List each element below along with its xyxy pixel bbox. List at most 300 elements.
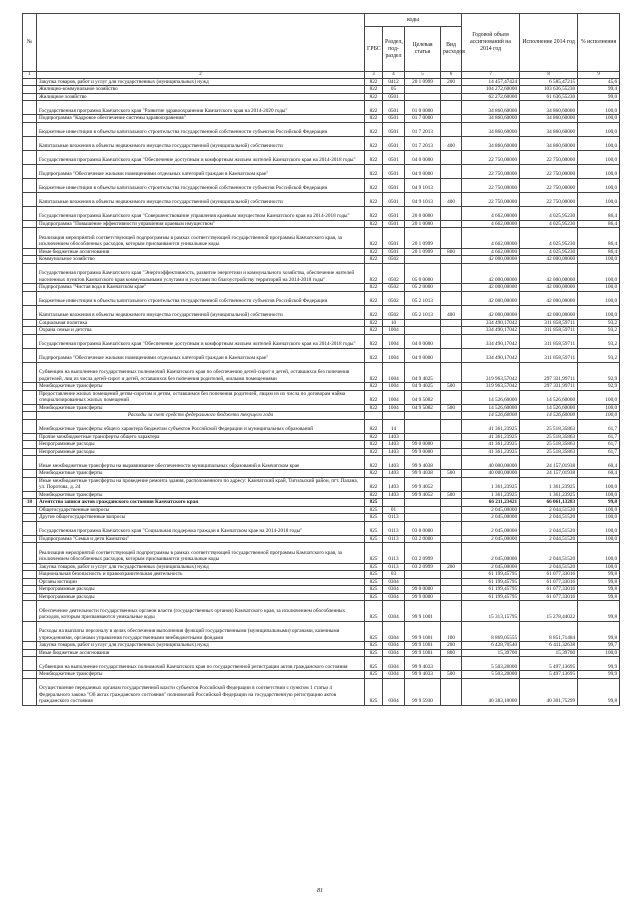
row-number-cell <box>23 319 37 327</box>
row-percent-cell: 100,0 <box>578 101 620 115</box>
row-percent-cell: 99,0 <box>578 93 620 101</box>
row-percent-cell: 99,9 <box>578 657 620 671</box>
header-section: Раздел, под-раздел <box>383 27 405 72</box>
row-target-article-cell <box>405 506 441 514</box>
row-number-cell <box>23 248 37 256</box>
row-name-cell: Непрограммные расходы <box>37 448 365 456</box>
row-grbs-cell: 825 <box>365 601 383 622</box>
table-row <box>23 164 620 178</box>
row-expense-type-cell <box>441 164 462 178</box>
row-name-cell: Государственная программа Камчатского края "Обеспечение доступным и комфортным жильем жителей Камчатского края на 2014-2018 годы" <box>37 334 365 348</box>
row-target-article-cell: 20 1 0999 <box>405 78 441 86</box>
row-section-cell: 1403 <box>383 491 405 499</box>
row-number-cell <box>23 506 37 514</box>
row-grbs-cell: 822 <box>365 404 383 412</box>
row-grbs-cell: 825 <box>365 671 383 679</box>
row-execution-cell: 2 044,51520 <box>520 521 578 535</box>
row-grbs-cell: 825 <box>365 657 383 671</box>
table-row <box>23 563 620 571</box>
row-annual-volume-cell: 61 199,45795 <box>462 593 520 601</box>
row-annual-volume-cell: 334 490,17042 <box>462 319 520 327</box>
row-grbs-cell: 822 <box>365 86 383 94</box>
row-section-cell: 0502 <box>383 291 405 305</box>
row-percent-cell: 100,0 <box>578 404 620 412</box>
table-row <box>23 499 620 507</box>
column-number: 6 <box>441 72 462 79</box>
table-row <box>23 291 620 305</box>
row-number-cell <box>23 136 37 150</box>
row-section-cell: 0502 <box>383 263 405 284</box>
row-expense-type-cell: 800 <box>441 649 462 657</box>
row-name-cell: Реализация мероприятий соответствующей подпрограммы в рамках соответствующей государственной программы Камчатского края, за исключением обособленных расходов, которым присваиваются уникальные коды <box>37 543 365 564</box>
row-annual-volume-cell: 61 199,45795 <box>462 571 520 579</box>
row-name-cell: Осуществление переданных органам государственной власти субъектов Российской Федерации в соответствии с пунктом 1 статьи 4 Федерального закона "Об актах гражданского состояния" полномочий Российской Федерации на государственную регистрацию актов гражданского состояния <box>37 678 365 705</box>
row-target-article-cell: 05 2 0000 <box>405 284 441 292</box>
row-percent-cell: 99,8 <box>578 678 620 705</box>
row-name-cell: Межбюджетные трансферты <box>37 491 365 499</box>
row-expense-type-cell <box>441 319 462 327</box>
row-expense-type-cell: 500 <box>441 383 462 391</box>
table-row <box>23 220 620 228</box>
row-expense-type-cell <box>441 256 462 264</box>
row-number-cell <box>23 256 37 264</box>
row-expense-type-cell <box>441 601 462 622</box>
row-number-cell <box>23 491 37 499</box>
row-grbs-cell: 825 <box>365 593 383 601</box>
row-section-cell: 0501 <box>383 178 405 192</box>
row-name-cell: Жилищное хозяйство <box>37 93 365 101</box>
row-target-article-cell: 99 9 4038 <box>405 470 441 478</box>
row-section-cell: 0501 <box>383 122 405 136</box>
row-name-cell: Государственная программа Камчатского края "Совершенствование управления краевым имуществом Камчатского края на 2014-2018 годы" <box>37 206 365 220</box>
row-percent-cell: 60,4 <box>578 470 620 478</box>
row-grbs-cell: 822 <box>365 456 383 470</box>
column-number: 2 <box>37 72 365 79</box>
row-percent-cell: 99,8 <box>578 571 620 579</box>
table-row <box>23 136 620 150</box>
row-annual-volume-cell: 15 313,15795 <box>462 601 520 622</box>
row-percent-cell: 100,0 <box>578 115 620 123</box>
row-percent-cell: 100,0 <box>578 164 620 178</box>
table-row <box>23 263 620 284</box>
row-target-article-cell: 03 2 0999 <box>405 543 441 564</box>
row-section-cell: 1004 <box>383 362 405 383</box>
row-annual-volume-cell: 40 000,00000 <box>462 470 520 478</box>
table-row <box>23 206 620 220</box>
row-section-cell: 0502 <box>383 284 405 292</box>
table-row <box>23 521 620 535</box>
row-grbs-cell: 825 <box>365 649 383 657</box>
table-row <box>23 491 620 499</box>
row-grbs-cell: 822 <box>365 206 383 220</box>
row-percent-cell: 99,4 <box>578 86 620 94</box>
column-number: 7 <box>462 72 520 79</box>
row-execution-cell: 311 858,59711 <box>520 319 578 327</box>
row-name-cell: Капитальные вложения в объекты недвижимого имущества государственной (муниципальной) собственности <box>37 136 365 150</box>
row-section-cell: 1004 <box>383 327 405 335</box>
table-row <box>23 101 620 115</box>
table-row <box>23 404 620 412</box>
row-percent-cell: 100,0 <box>578 136 620 150</box>
row-grbs-cell: 822 <box>365 101 383 115</box>
row-number-cell <box>23 327 37 335</box>
table-row <box>23 448 620 456</box>
row-expense-type-cell <box>441 477 462 491</box>
row-percent-cell: 61,7 <box>578 419 620 433</box>
row-percent-cell: 100,0 <box>578 291 620 305</box>
row-expense-type-cell <box>441 115 462 123</box>
row-target-article-cell: 99 9 1001 <box>405 642 441 650</box>
row-target-article-cell: 04 9 4025 <box>405 362 441 383</box>
row-name-cell: Закупка товаров, работ и услуг для государственных (муниципальных) нужд <box>37 78 365 86</box>
row-percent-cell: 100,0 <box>578 192 620 206</box>
header-codes: коды <box>365 14 462 27</box>
row-grbs-cell: 825 <box>365 506 383 514</box>
row-section-cell: 0501 <box>383 206 405 220</box>
table-row <box>23 334 620 348</box>
row-name-cell: Межбюджетные трансферты <box>37 671 365 679</box>
row-grbs-cell: 822 <box>365 256 383 264</box>
row-target-article-cell <box>405 578 441 586</box>
header-target-article: Целевая статья <box>405 27 441 72</box>
row-name-cell: Подпрограмма "Обеспечение жилыми помещениями отдельных категорий граждан в Камчатском крае" <box>37 348 365 362</box>
row-percent-cell: 92,9 <box>578 383 620 391</box>
row-name-cell: Межбюджетные трансферты <box>37 470 365 478</box>
row-section-cell: 0304 <box>383 621 405 642</box>
row-section-cell: 0113 <box>383 543 405 564</box>
row-name-cell: Бюджетные инвестиции в объекты капитального строительства государственной собственности субъектов Российской Федерации <box>37 122 365 136</box>
row-section-cell: 0304 <box>383 649 405 657</box>
row-execution-cell: 311 858,59711 <box>520 327 578 335</box>
row-section-cell: 0501 <box>383 136 405 150</box>
row-section-cell <box>383 412 405 420</box>
row-section-cell: 0501 <box>383 248 405 256</box>
row-section-cell: 0113 <box>383 535 405 543</box>
row-annual-volume-cell: 14 457,47424 <box>462 78 520 86</box>
row-number-cell <box>23 362 37 383</box>
row-percent-cell: 100,0 <box>578 284 620 292</box>
row-percent-cell: 100,0 <box>578 563 620 571</box>
row-execution-cell: 14 526,60000 <box>520 412 578 420</box>
row-section-cell: 1403 <box>383 433 405 441</box>
row-name-cell: Прочие межбюджетные трансферты общего характера <box>37 433 365 441</box>
row-number-cell <box>23 86 37 94</box>
table-row <box>23 228 620 249</box>
row-execution-cell: 4 025,95230 <box>520 228 578 249</box>
table-row <box>23 305 620 319</box>
row-percent-cell: 60,4 <box>578 456 620 470</box>
row-percent-cell: 86,4 <box>578 220 620 228</box>
table-row <box>23 86 620 94</box>
row-percent-cell: 100,0 <box>578 256 620 264</box>
row-annual-volume-cell: 4 662,00000 <box>462 220 520 228</box>
row-expense-type-cell <box>441 150 462 164</box>
table-row <box>23 93 620 101</box>
row-target-article-cell: 03 2 0000 <box>405 535 441 543</box>
row-execution-cell: 25 518,35863 <box>520 433 578 441</box>
row-number-cell <box>23 93 37 101</box>
row-target-article-cell: 99 9 1001 <box>405 621 441 642</box>
row-percent-cell: 100,0 <box>578 491 620 499</box>
row-execution-cell: 297 331,99711 <box>520 383 578 391</box>
row-number-cell <box>23 470 37 478</box>
row-number-cell <box>23 284 37 292</box>
table-row <box>23 441 620 449</box>
table-row <box>23 456 620 470</box>
row-target-article-cell <box>405 419 441 433</box>
row-execution-cell: 22 750,00000 <box>520 150 578 164</box>
row-target-article-cell: 04 9 5082 <box>405 404 441 412</box>
row-expense-type-cell: 100 <box>441 621 462 642</box>
row-annual-volume-cell: 14 526,60000 <box>462 404 520 412</box>
row-annual-volume-cell: 34 860,60000 <box>462 115 520 123</box>
row-target-article-cell <box>405 571 441 579</box>
row-grbs-cell: 825 <box>365 586 383 594</box>
row-execution-cell: 5 497,13695 <box>520 671 578 679</box>
row-annual-volume-cell: 14 526,60000 <box>462 412 520 420</box>
row-expense-type-cell <box>441 362 462 383</box>
row-number-cell <box>23 543 37 564</box>
row-section-cell: 0501 <box>383 220 405 228</box>
row-name-cell: Бюджетные инвестиции в объекты капитального строительства государственной собственности субъектов Российской Федерации <box>37 178 365 192</box>
row-annual-volume-cell: 22 750,00000 <box>462 178 520 192</box>
column-number: 5 <box>405 72 441 79</box>
row-annual-volume-cell: 34 860,60000 <box>462 122 520 136</box>
column-number: 1 <box>23 72 37 79</box>
row-target-article-cell <box>405 433 441 441</box>
row-annual-volume-cell: 62 272,60000 <box>462 93 520 101</box>
row-percent-cell: 100,0 <box>578 521 620 535</box>
table-row <box>23 649 620 657</box>
row-number-cell <box>23 334 37 348</box>
header-expense-type: Вид расходов <box>441 27 462 72</box>
row-section-cell: 1004 <box>383 334 405 348</box>
row-number-cell <box>23 535 37 543</box>
row-target-article-cell: 20 0 0000 <box>405 206 441 220</box>
row-target-article-cell: 05 2 1013 <box>405 305 441 319</box>
row-expense-type-cell <box>441 543 462 564</box>
row-target-article-cell <box>405 327 441 335</box>
row-execution-cell: 4 025,95230 <box>520 206 578 220</box>
row-annual-volume-cell: 1 361,23925 <box>462 491 520 499</box>
row-section-cell: 0502 <box>383 305 405 319</box>
header-number: № <box>23 14 37 72</box>
row-annual-volume-cell: 41 361,23925 <box>462 441 520 449</box>
row-execution-cell: 103 636,55230 <box>520 86 578 94</box>
row-annual-volume-cell: 334 490,17042 <box>462 334 520 348</box>
row-execution-cell: 61 077,33016 <box>520 593 578 601</box>
row-section-cell: 1403 <box>383 477 405 491</box>
row-target-article-cell <box>405 319 441 327</box>
row-execution-cell: 61 636,55230 <box>520 93 578 101</box>
table-row <box>23 477 620 491</box>
row-grbs-cell: 825 <box>365 543 383 564</box>
row-grbs-cell: 825 <box>365 514 383 522</box>
row-annual-volume-cell: 1 361,23925 <box>462 477 520 491</box>
table-row <box>23 593 620 601</box>
row-name-cell: Расходы за счет средств федерального бюджета текущего года <box>37 412 365 420</box>
header-execution: Исполнение 2014 год <box>520 14 578 72</box>
row-grbs-cell: 822 <box>365 150 383 164</box>
column-number: 4 <box>383 72 405 79</box>
row-annual-volume-cell: 2 045,00000 <box>462 514 520 522</box>
row-target-article-cell <box>405 93 441 101</box>
row-target-article-cell <box>405 412 441 420</box>
row-annual-volume-cell: 4 662,00000 <box>462 206 520 220</box>
row-expense-type-cell <box>441 419 462 433</box>
header-row-top <box>23 14 620 27</box>
row-section-cell: 0501 <box>383 101 405 115</box>
row-grbs-cell: 822 <box>365 164 383 178</box>
row-annual-volume-cell: 61 199,45795 <box>462 586 520 594</box>
row-target-article-cell: 99 9 4052 <box>405 477 441 491</box>
table-row <box>23 621 620 642</box>
row-expense-type-cell <box>441 441 462 449</box>
row-expense-type-cell <box>441 506 462 514</box>
row-grbs-cell: 822 <box>365 319 383 327</box>
row-percent-cell: 99,8 <box>578 586 620 594</box>
row-execution-cell: 34 860,60000 <box>520 136 578 150</box>
row-number-cell <box>23 441 37 449</box>
row-grbs-cell: 825 <box>365 521 383 535</box>
row-grbs-cell: 822 <box>365 470 383 478</box>
row-grbs-cell: 822 <box>365 192 383 206</box>
header-annual-volume: Годовой объем ассигнований на 2014 год <box>462 14 520 72</box>
row-execution-cell: 2 044,51520 <box>520 543 578 564</box>
row-annual-volume-cell: 40 383,10000 <box>462 678 520 705</box>
row-execution-cell: 4 025,95230 <box>520 220 578 228</box>
row-grbs-cell: 822 <box>365 390 383 404</box>
row-section-cell: 05 <box>383 86 405 94</box>
row-target-article-cell: 99 9 0000 <box>405 593 441 601</box>
row-expense-type-cell <box>441 578 462 586</box>
row-expense-type-cell <box>441 263 462 284</box>
row-execution-cell: 2 044,51520 <box>520 506 578 514</box>
row-name-cell: Подпрограмма "Обеспечение жилыми помещениями отдельных категорий граждан в Камчатском крае" <box>37 164 365 178</box>
row-execution-cell: 42 000,00000 <box>520 291 578 305</box>
row-number-cell <box>23 433 37 441</box>
row-number-cell <box>23 642 37 650</box>
row-execution-cell: 14 526,60000 <box>520 390 578 404</box>
row-grbs-cell: 822 <box>365 305 383 319</box>
row-expense-type-cell: 200 <box>441 78 462 86</box>
row-percent-cell: 86,4 <box>578 248 620 256</box>
row-number-cell <box>23 192 37 206</box>
row-number-cell <box>23 178 37 192</box>
row-name-cell: Предоставление жилых помещений детям-сиротам и детям, оставшимся без попечения родителей, лицам из их числа по договорам найма специализированных жилых помещений <box>37 390 365 404</box>
row-section-cell: 0412 <box>383 78 405 86</box>
row-number-cell <box>23 228 37 249</box>
row-grbs-cell: 822 <box>365 491 383 499</box>
row-expense-type-cell <box>441 93 462 101</box>
row-target-article-cell <box>405 256 441 264</box>
table-row <box>23 248 620 256</box>
row-target-article-cell: 20 1 0999 <box>405 248 441 256</box>
row-percent-cell: 99,7 <box>578 642 620 650</box>
row-section-cell: 1403 <box>383 448 405 456</box>
row-execution-cell: 22 750,00000 <box>520 164 578 178</box>
row-execution-cell: 297 331,99711 <box>520 362 578 383</box>
row-name-cell: Жилищно-коммунальное хозяйство <box>37 86 365 94</box>
row-target-article-cell: 99 9 4052 <box>405 491 441 499</box>
row-section-cell: 0501 <box>383 93 405 101</box>
table-row <box>23 419 620 433</box>
table-row <box>23 535 620 543</box>
row-name-cell: Иные бюджетные ассигнования <box>37 649 365 657</box>
row-grbs-cell: 825 <box>365 578 383 586</box>
row-name-cell: Субвенции на выполнение государственных полномочий Камчатского края по государственной регистрации актов гражданского состояния <box>37 657 365 671</box>
row-grbs-cell: 822 <box>365 477 383 491</box>
row-grbs-cell: 822 <box>365 93 383 101</box>
row-annual-volume-cell: 319 963,57042 <box>462 362 520 383</box>
row-number-cell <box>23 291 37 305</box>
row-percent-cell: 100,0 <box>578 305 620 319</box>
row-target-article-cell: 04 9 0000 <box>405 164 441 178</box>
row-name-cell: Государственная программа Камчатского края "Обеспечение доступным и комфортным жильем жителей Камчатского края на 2014-2018 годы" <box>37 150 365 164</box>
row-section-cell: 03 <box>383 571 405 579</box>
table-row <box>23 671 620 679</box>
row-section-cell: 1004 <box>383 390 405 404</box>
row-target-article-cell: 05 0 0000 <box>405 263 441 284</box>
row-target-article-cell: 99 9 1001 <box>405 601 441 622</box>
table-row <box>23 678 620 705</box>
table-row <box>23 433 620 441</box>
row-execution-cell: 42 000,00000 <box>520 263 578 284</box>
row-execution-cell: 8 851,71484 <box>520 621 578 642</box>
row-number-cell <box>23 305 37 319</box>
row-section-cell: 1004 <box>383 383 405 391</box>
row-name-cell: Бюджетные инвестиции в объекты капитального строительства государственной собственности субъектов Российской Федерации <box>37 291 365 305</box>
row-annual-volume-cell: 2 045,00000 <box>462 543 520 564</box>
row-expense-type-cell <box>441 571 462 579</box>
table-row <box>23 192 620 206</box>
table-row <box>23 362 620 383</box>
row-section-cell: 0501 <box>383 115 405 123</box>
table-body <box>23 78 620 705</box>
row-target-article-cell <box>405 499 441 507</box>
row-target-article-cell: 99 9 4033 <box>405 671 441 679</box>
row-grbs-cell: 822 <box>365 419 383 433</box>
row-percent-cell: 93,2 <box>578 334 620 348</box>
row-percent-cell: 93,2 <box>578 327 620 335</box>
row-execution-cell: 40 301,75299 <box>520 678 578 705</box>
row-target-article-cell <box>405 86 441 94</box>
table-row <box>23 506 620 514</box>
row-expense-type-cell <box>441 514 462 522</box>
row-grbs-cell: 822 <box>365 263 383 284</box>
row-name-cell: Иные межбюджетные трансферты на проведение ремонта здания, расположенного по адресу: Камчатский край, Тигильский район, пгт. Палана, ул. Поротова, д. 24 <box>37 477 365 491</box>
row-name-cell: Обеспечение деятельности государственных органов власти (государственных органов) Камчатского края, за исключением обособленных расходов, которым присваиваются уникальные коды <box>37 601 365 622</box>
row-expense-type-cell <box>441 348 462 362</box>
row-section-cell: 14 <box>383 419 405 433</box>
row-execution-cell: 5 497,13695 <box>520 657 578 671</box>
row-name-cell: Государственная программа Камчатского края "Энергоэффективность, развитие энергетики и коммунального хозяйства, обеспечение жителей населенных пунктов Камчатского края коммунальными услугами и услугами по благоустройству территорий на 2014-2018 годы" <box>37 263 365 284</box>
column-number: 3 <box>365 72 383 79</box>
table-row <box>23 412 620 420</box>
row-name-cell: Подпрограмма "Чистая вода в Камчатском крае" <box>37 284 365 292</box>
row-annual-volume-cell: 41 361,23925 <box>462 448 520 456</box>
row-expense-type-cell: 400 <box>441 305 462 319</box>
row-expense-type-cell: 200 <box>441 563 462 571</box>
row-expense-type-cell: 500 <box>441 671 462 679</box>
row-number-cell <box>23 101 37 115</box>
row-annual-volume-cell: 42 000,00000 <box>462 263 520 284</box>
row-grbs-cell: 822 <box>365 220 383 228</box>
row-annual-volume-cell: 66 211,23421 <box>462 499 520 507</box>
row-expense-type-cell: 400 <box>441 192 462 206</box>
page-number: 81 <box>317 888 323 894</box>
row-annual-volume-cell: 2 045,00000 <box>462 563 520 571</box>
